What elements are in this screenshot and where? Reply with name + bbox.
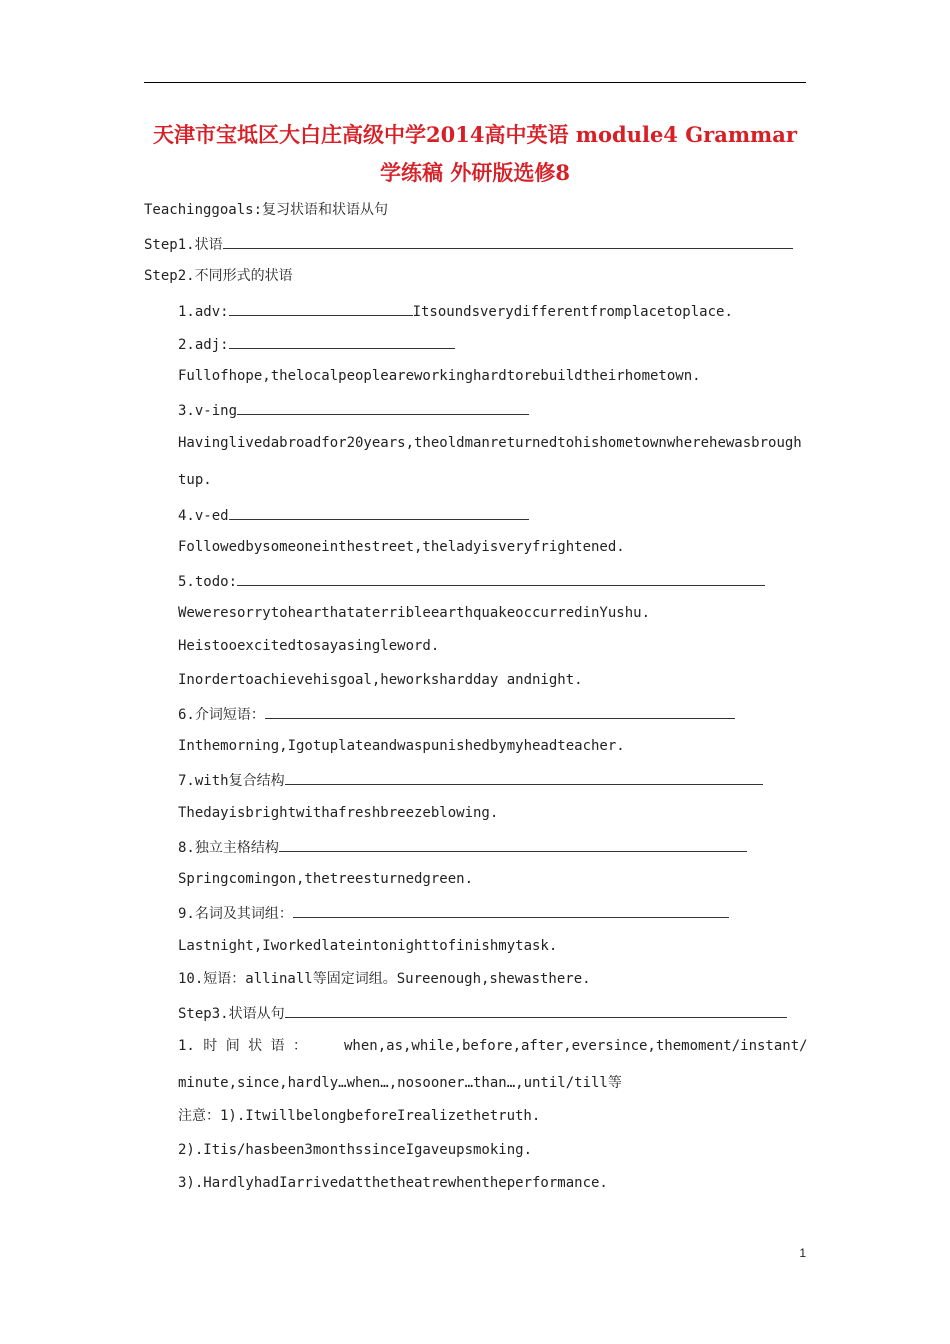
ved-example: Followedbysomeoneinthestreet,theladyisveryfrightened. — [178, 539, 625, 555]
time-line-1 — [178, 1035, 808, 1057]
time-conjunctions-1: when,as,while,before,after,eversince,themoment/instant/ — [344, 1038, 808, 1054]
answer-blank — [229, 503, 529, 520]
todo-example-2: Heistooexcitedtosayasingleword. — [178, 638, 440, 654]
answer-blank — [293, 901, 729, 918]
noun-label: 9.名词及其词组： — [178, 906, 293, 922]
teaching-goals: Teachinggoals:复习状语和状语从句 — [144, 202, 389, 218]
prep-line — [178, 702, 735, 726]
time-label: 1. 时 间 状 语 ： — [178, 1038, 308, 1054]
adv-example: Itsoundsverydifferentfromplacetoplace. — [412, 304, 733, 320]
adj-label: 2.adj: — [178, 337, 229, 353]
answer-blank — [229, 332, 455, 349]
todo-example-1: WeweresorrytohearthataterribleearthquakeoccurredinYushu. — [178, 605, 651, 621]
todo-line — [178, 569, 765, 593]
answer-blank — [285, 768, 763, 785]
step3-line — [178, 1001, 787, 1025]
ving-line — [178, 398, 529, 422]
ved-line — [178, 503, 529, 527]
ving-example-1: Havinglivedabroadfor20years,theoldmanreturnedtohishometownwherehewasbrough — [178, 435, 802, 451]
with-line — [178, 768, 763, 792]
adv-label: 1.adv: — [178, 304, 229, 320]
answer-blank — [285, 1001, 787, 1018]
step2-heading: Step2.不同形式的状语 — [144, 268, 293, 284]
adj-line — [178, 332, 455, 356]
ved-label: 4.v-ed — [178, 508, 229, 524]
step1-line — [144, 232, 793, 256]
answer-blank — [237, 569, 765, 586]
noun-example: Lastnight,Iworkedlateintonighttofinishmytask. — [178, 938, 558, 954]
with-label: 7.with复合结构 — [178, 773, 285, 789]
ving-example-2: tup. — [178, 472, 212, 488]
abs-label: 8.独立主格结构 — [178, 840, 279, 856]
adj-example: Fullofhope,thelocalpeopleareworkinghardtorebuildtheirhometown. — [178, 368, 701, 384]
ving-label: 3.v-ing — [178, 403, 238, 419]
adv-line — [178, 299, 733, 323]
note-1: 注意：1).ItwillbelongbeforeIrealizethetruth. — [178, 1108, 541, 1124]
note-3: 3).HardlyhadIarrivedatthetheatrewhentheperformance. — [178, 1175, 608, 1191]
prep-example: Inthemorning,Igotuplateandwaspunishedbymyheadteacher. — [178, 738, 625, 754]
noun-line — [178, 901, 729, 925]
todo-example-3: Inordertoachievehisgoal,heworkshardday andnight. — [178, 672, 583, 688]
answer-blank — [223, 232, 793, 249]
answer-blank — [237, 398, 529, 415]
step3-label: Step3.状语从句 — [178, 1006, 285, 1022]
header-rule — [144, 82, 806, 83]
todo-label: 5.todo: — [178, 574, 238, 590]
time-conjunctions-2: minute,since,hardly…when…,nosooner…than…,until/till等 — [178, 1075, 622, 1091]
document-title: 天津市宝坻区大白庄高级中学2014高中英语 module4 Grammar学练稿 外研版选修8 — [153, 122, 797, 185]
abs-line — [178, 835, 747, 859]
answer-blank — [229, 299, 413, 316]
note-2: 2).Itis/hasbeen3monthssinceIgaveupsmoking. — [178, 1142, 533, 1158]
with-example: Thedayisbrightwithafreshbreezeblowing. — [178, 805, 499, 821]
answer-blank — [265, 702, 735, 719]
prep-label: 6.介词短语： — [178, 707, 265, 723]
phrase-line: 10.短语：allinall等固定词组。Sureenough,shewasthere. — [178, 971, 591, 987]
answer-blank — [279, 835, 747, 852]
step1-label: Step1.状语 — [144, 237, 223, 253]
page-number: 1 — [799, 1246, 806, 1260]
abs-example: Springcomingon,thetreesturnedgreen. — [178, 871, 474, 887]
